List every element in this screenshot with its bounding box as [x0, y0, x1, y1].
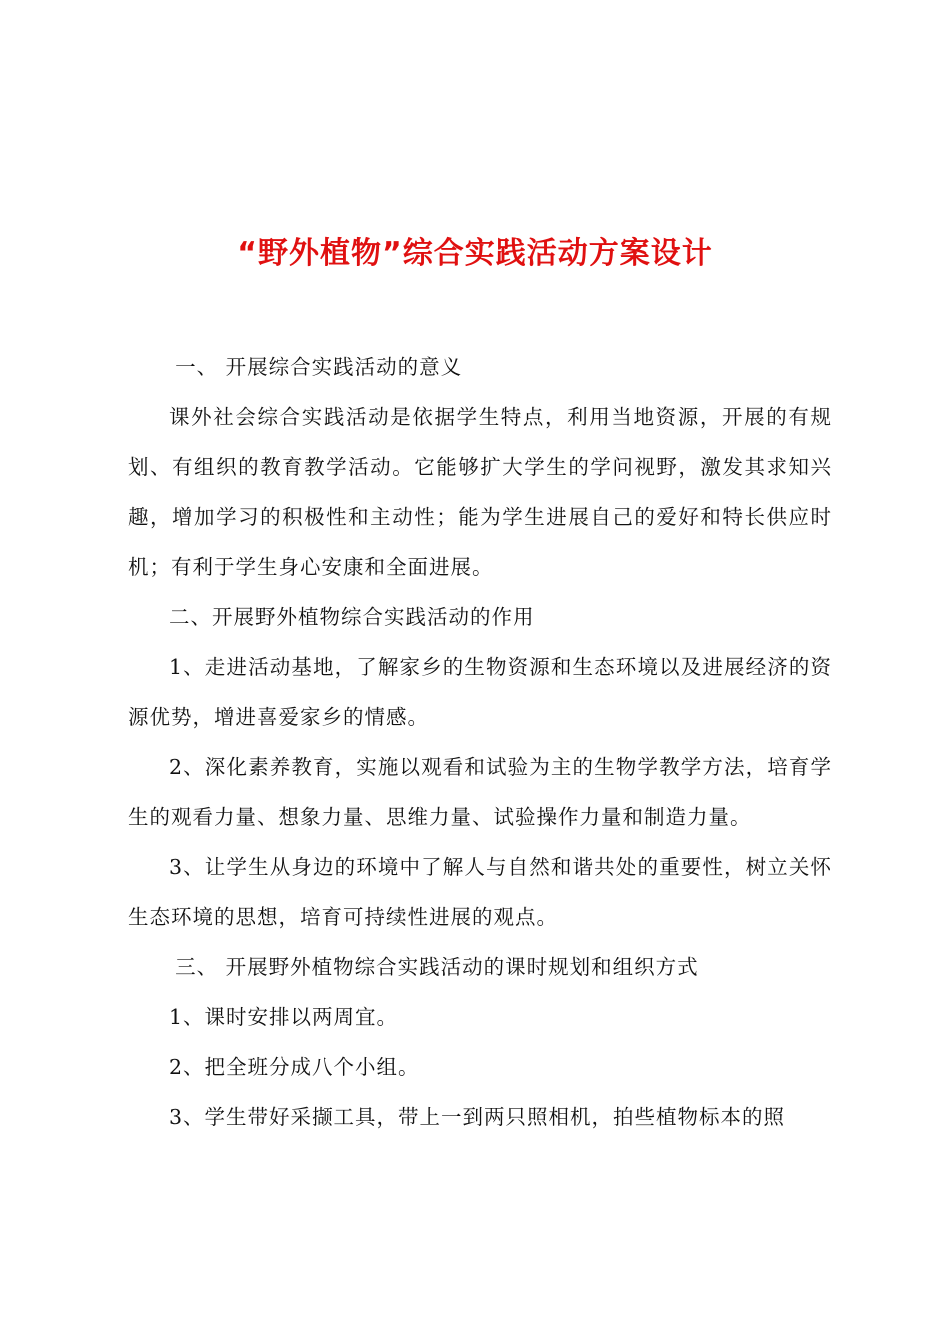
paragraph-significance: 课外社会综合实践活动是依据学生特点，利用当地资源，开展的有规划、有组织的教育教学活动。它能够扩大学生的学问视野，激发其求知兴趣，增加学习的积极性和主动性；能为学生进展自己的爱好和特长供应时机；有利于学生身心安康和全面进展。 — [128, 405, 832, 579]
section-heading-2: 二、开展野外植物综合实践活动的作用 — [169, 605, 535, 629]
list-item-role-3: 3、让学生从身边的环境中了解人与自然和谐共处的重要性，树立关怀生态环境的思想，培育可持续性进展的观点。 — [128, 855, 832, 929]
section-heading-3: 三、 开展野外植物综合实践活动的课时规划和组织方式 — [175, 955, 699, 979]
section-heading-1: 一、 开展综合实践活动的意义 — [175, 355, 463, 379]
document-title: “野外植物”综合实践活动方案设计 — [237, 236, 713, 272]
list-item-plan-3: 3、学生带好采撷工具，带上一到两只照相机，拍些植物标本的照 — [169, 1105, 786, 1129]
list-item-plan-2: 2、把全班分成八个小组。 — [169, 1055, 420, 1079]
document-body — [128, 342, 832, 1142]
list-item-role-1: 1、走进活动基地，了解家乡的生物资源和生态环境以及进展经济的资源优势，增进喜爱家乡的情感。 — [128, 655, 832, 729]
list-item-plan-1: 1、课时安排以两周宜。 — [169, 1005, 399, 1029]
list-item-role-2: 2、深化素养教育，实施以观看和试验为主的生物学教学方法，培育学生的观看力量、想象力量、思维力量、试验操作力量和制造力量。 — [128, 755, 832, 829]
